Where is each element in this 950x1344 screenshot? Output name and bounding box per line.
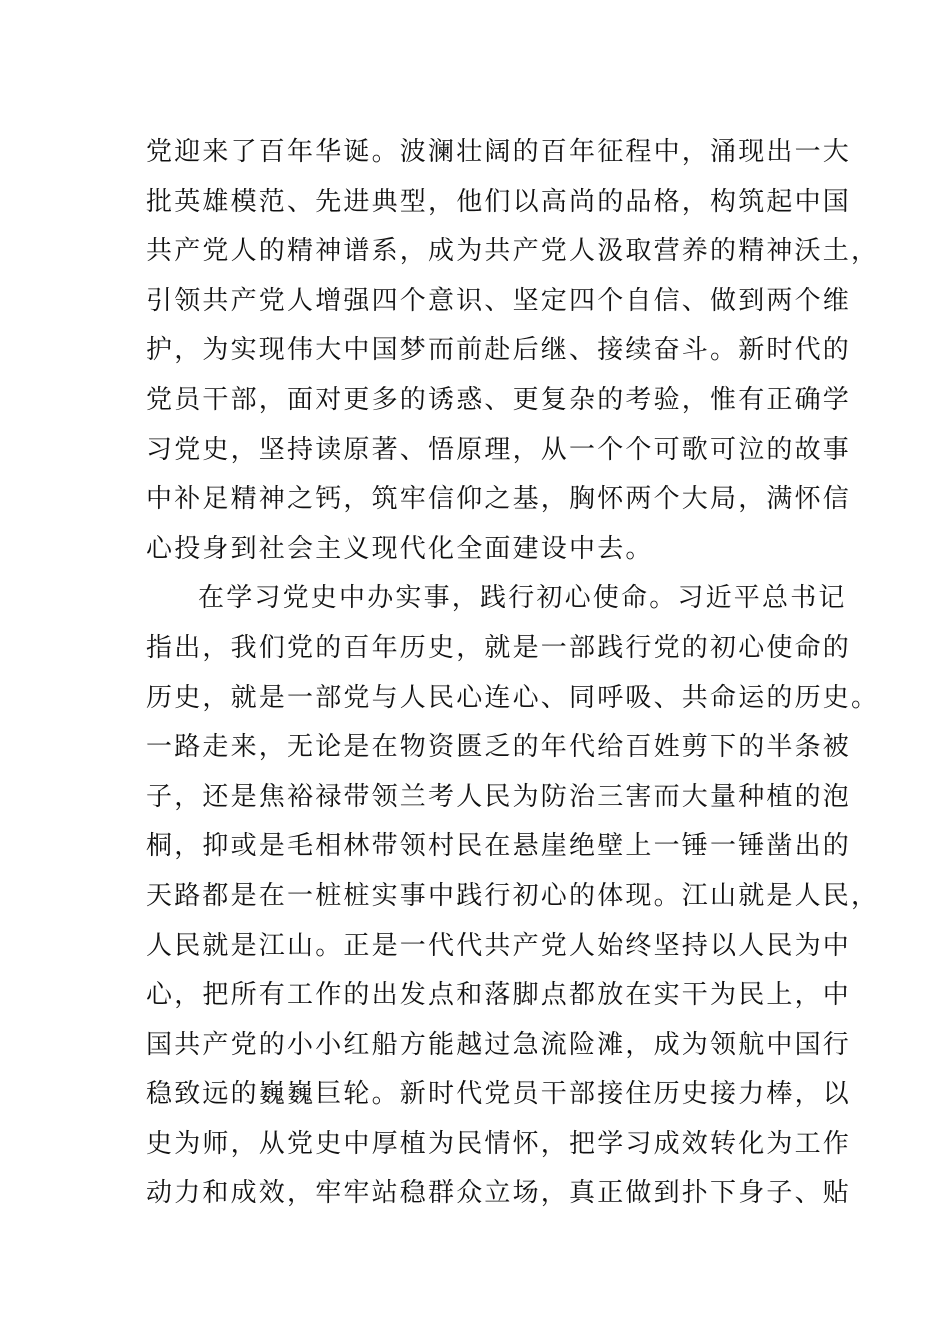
text-line: 子，还是焦裕禄带领兰考人民为防治三害而大量种植的泡 bbox=[146, 781, 852, 812]
text-line: 党迎来了百年华诞。波澜壮阔的百年征程中，涌现出一大 bbox=[146, 137, 852, 167]
text-line: 一路走来，无论是在物资匮乏的年代给百姓剪下的半条被 bbox=[146, 732, 852, 763]
paragraph-first-line: 在学习党史中办实事，践行初心使命。习近平总书记 bbox=[198, 583, 847, 614]
text-line: 护，为实现伟大中国梦而前赴后继、接续奋斗。新时代的 bbox=[146, 335, 852, 366]
text-line: 史为师，从党史中厚植为民情怀，把学习成效转化为工作 bbox=[146, 1128, 852, 1159]
text-line: 人民就是江山。正是一代代共产党人始终坚持以人民为中 bbox=[146, 930, 852, 961]
text-line: 心，把所有工作的出发点和落脚点都放在实干为民上，中 bbox=[146, 980, 852, 1011]
text-line: 国共产党的小小红船方能越过急流险滩，成为领航中国行 bbox=[146, 1029, 852, 1060]
text-line: 指出，我们党的百年历史，就是一部践行党的初心使命的 bbox=[146, 632, 852, 663]
text-line: 批英雄模范、先进典型，他们以高尚的品格，构筑起中国 bbox=[146, 186, 852, 217]
text-line: 习党史，坚持读原著、悟原理，从一个个可歌可泣的故事 bbox=[146, 434, 852, 465]
text-line: 心投身到社会主义现代化全面建设中去。 bbox=[146, 533, 654, 564]
text-line: 引领共产党人增强四个意识、坚定四个自信、做到两个维 bbox=[146, 285, 852, 316]
text-line: 天路都是在一桩桩实事中践行初心的体现。江山就是人民， bbox=[146, 880, 880, 911]
text-line: 桐，抑或是毛相林带领村民在悬崖绝壁上一锤一锤凿出的 bbox=[146, 831, 852, 862]
body-text bbox=[146, 128, 880, 1219]
text-line: 中补足精神之钙，筑牢信仰之基，胸怀两个大局，满怀信 bbox=[146, 484, 852, 515]
text-line: 历史，就是一部党与人民心连心、同呼吸、共命运的历史。 bbox=[146, 682, 880, 713]
text-line: 稳致远的巍巍巨轮。新时代党员干部接住历史接力棒，以 bbox=[146, 1079, 852, 1110]
text-line: 动力和成效，牢牢站稳群众立场，真正做到扑下身子、贴 bbox=[146, 1178, 852, 1209]
text-line: 共产党人的精神谱系，成为共产党人汲取营养的精神沃土， bbox=[146, 236, 880, 267]
text-line: 党员干部，面对更多的诱惑、更复杂的考验，惟有正确学 bbox=[146, 384, 852, 415]
